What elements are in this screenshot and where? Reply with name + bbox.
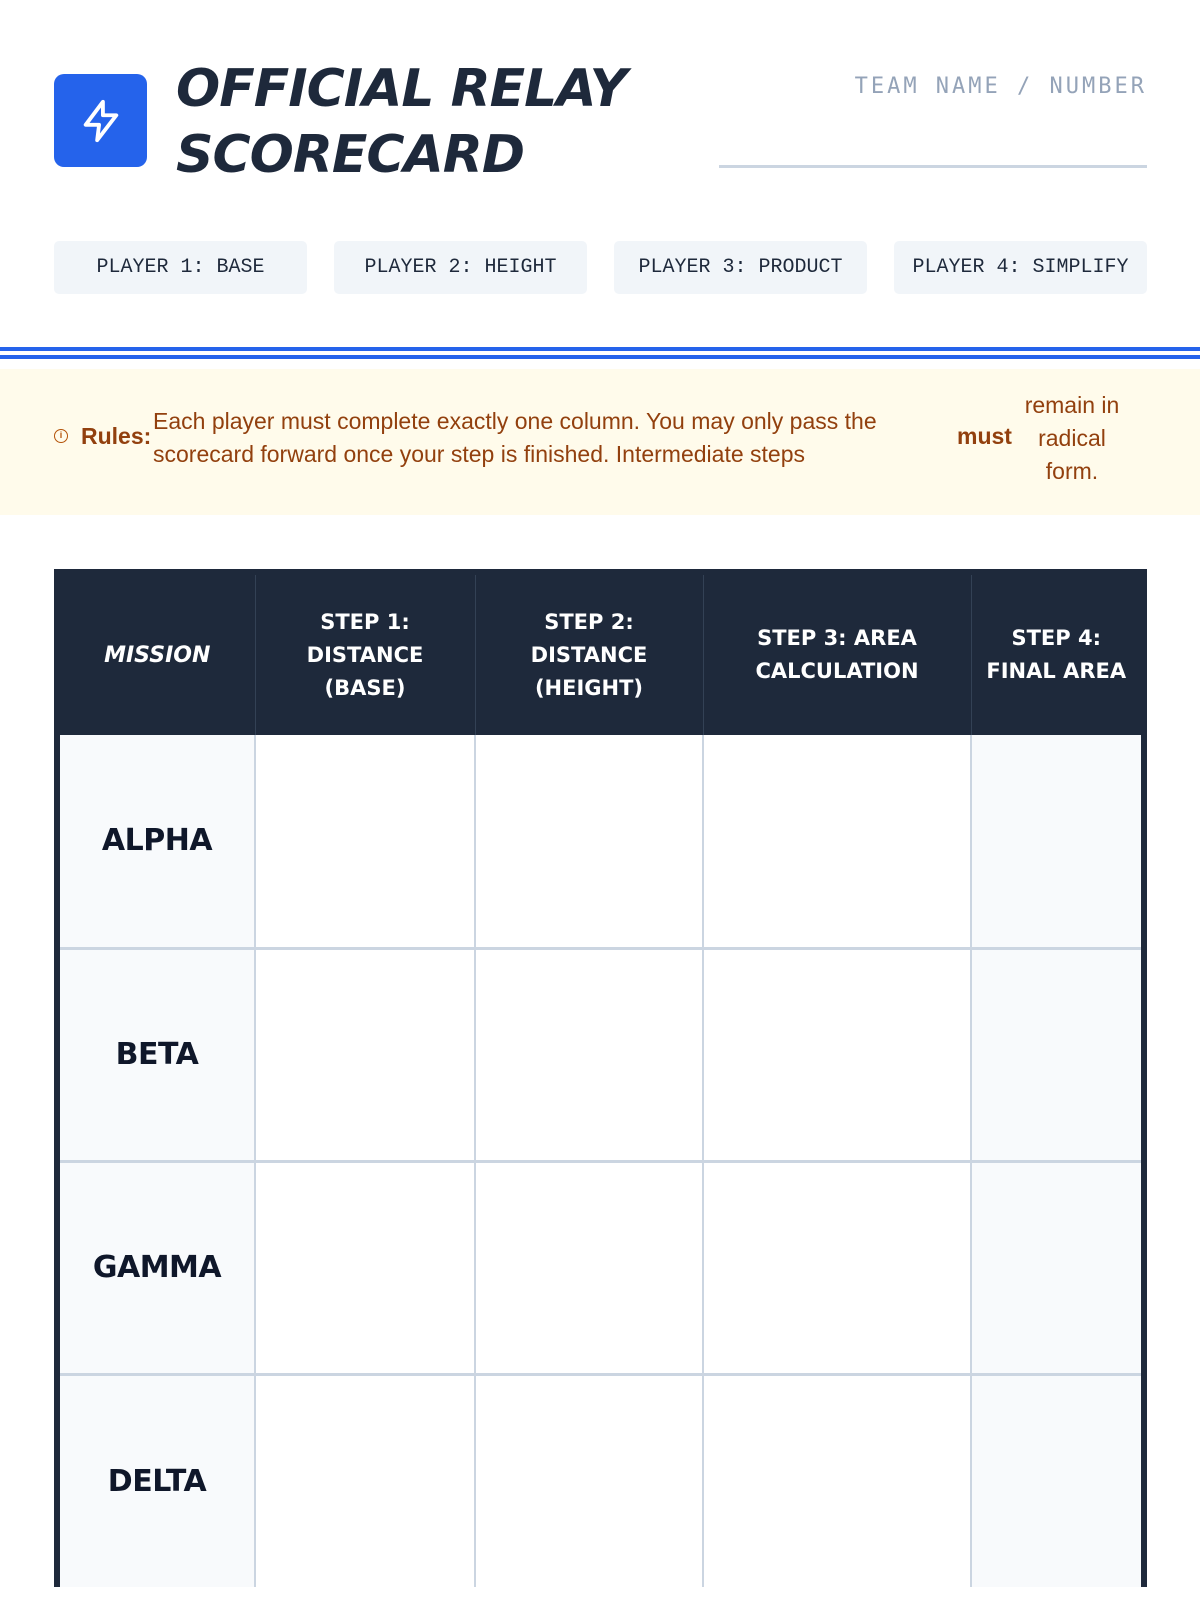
table-row <box>60 735 1141 948</box>
mission-label: BETA <box>60 948 255 1161</box>
mission-label: GAMMA <box>60 1161 255 1374</box>
logo <box>54 74 147 167</box>
answer-cell[interactable] <box>475 735 703 948</box>
final-answer-cell[interactable] <box>971 1374 1141 1587</box>
final-answer-cell[interactable] <box>971 948 1141 1161</box>
column-header-mission: MISSION <box>60 575 255 735</box>
rules-text: Each player must complete exactly one column. You may only pass the scorecard forward once your step is finished. Intermediate steps <box>153 408 877 467</box>
page-title-line-2: SCORECARD <box>176 125 524 185</box>
table-row <box>60 948 1141 1161</box>
final-answer-cell[interactable] <box>971 735 1141 948</box>
player-chip-2: PLAYER 2: HEIGHT <box>334 241 587 294</box>
column-header-step-2: STEP 2: DISTANCE (HEIGHT) <box>475 575 703 735</box>
answer-cell[interactable] <box>475 948 703 1161</box>
answer-cell[interactable] <box>255 948 475 1161</box>
mission-label: ALPHA <box>60 735 255 948</box>
divider-line <box>0 347 1200 351</box>
player-roles <box>54 241 1147 294</box>
table-header-row <box>60 575 1141 735</box>
player-chip-3: PLAYER 3: PRODUCT <box>614 241 867 294</box>
team-name-label: TEAM NAME / NUMBER <box>854 74 1147 99</box>
answer-cell[interactable] <box>255 1374 475 1587</box>
lightning-bolt-icon <box>78 98 124 144</box>
answer-cell[interactable] <box>255 735 475 948</box>
answer-cell[interactable] <box>475 1161 703 1374</box>
rules-tail: remain in radical form. <box>1024 392 1120 484</box>
divider-line <box>0 355 1200 359</box>
rules-banner <box>0 369 1200 515</box>
answer-cell[interactable] <box>703 1161 971 1374</box>
answer-cell[interactable] <box>703 948 971 1161</box>
team-name-field[interactable] <box>719 74 1147 168</box>
column-header-step-4: STEP 4: FINAL AREA <box>971 575 1141 735</box>
rules-emphasis: must <box>957 423 1012 449</box>
answer-cell[interactable] <box>255 1161 475 1374</box>
player-chip-1: PLAYER 1: BASE <box>54 241 307 294</box>
page-title <box>176 56 626 188</box>
final-answer-cell[interactable] <box>971 1161 1141 1374</box>
info-circle-icon: i <box>54 429 68 443</box>
rules-label: Rules: <box>81 423 152 449</box>
answer-cell[interactable] <box>703 735 971 948</box>
table-row <box>60 1161 1141 1374</box>
column-header-step-1: STEP 1: DISTANCE (BASE) <box>255 575 475 735</box>
table-row <box>60 1374 1141 1587</box>
answer-cell[interactable] <box>703 1374 971 1587</box>
column-header-step-3: STEP 3: AREA CALCULATION <box>703 575 971 735</box>
page-title-line-1: OFFICIAL RELAY <box>176 59 627 119</box>
answer-cell[interactable] <box>475 1374 703 1587</box>
mission-label: DELTA <box>60 1374 255 1587</box>
scorecard-table <box>54 569 1147 1587</box>
player-chip-4: PLAYER 4: SIMPLIFY <box>894 241 1147 294</box>
header <box>54 56 1147 196</box>
